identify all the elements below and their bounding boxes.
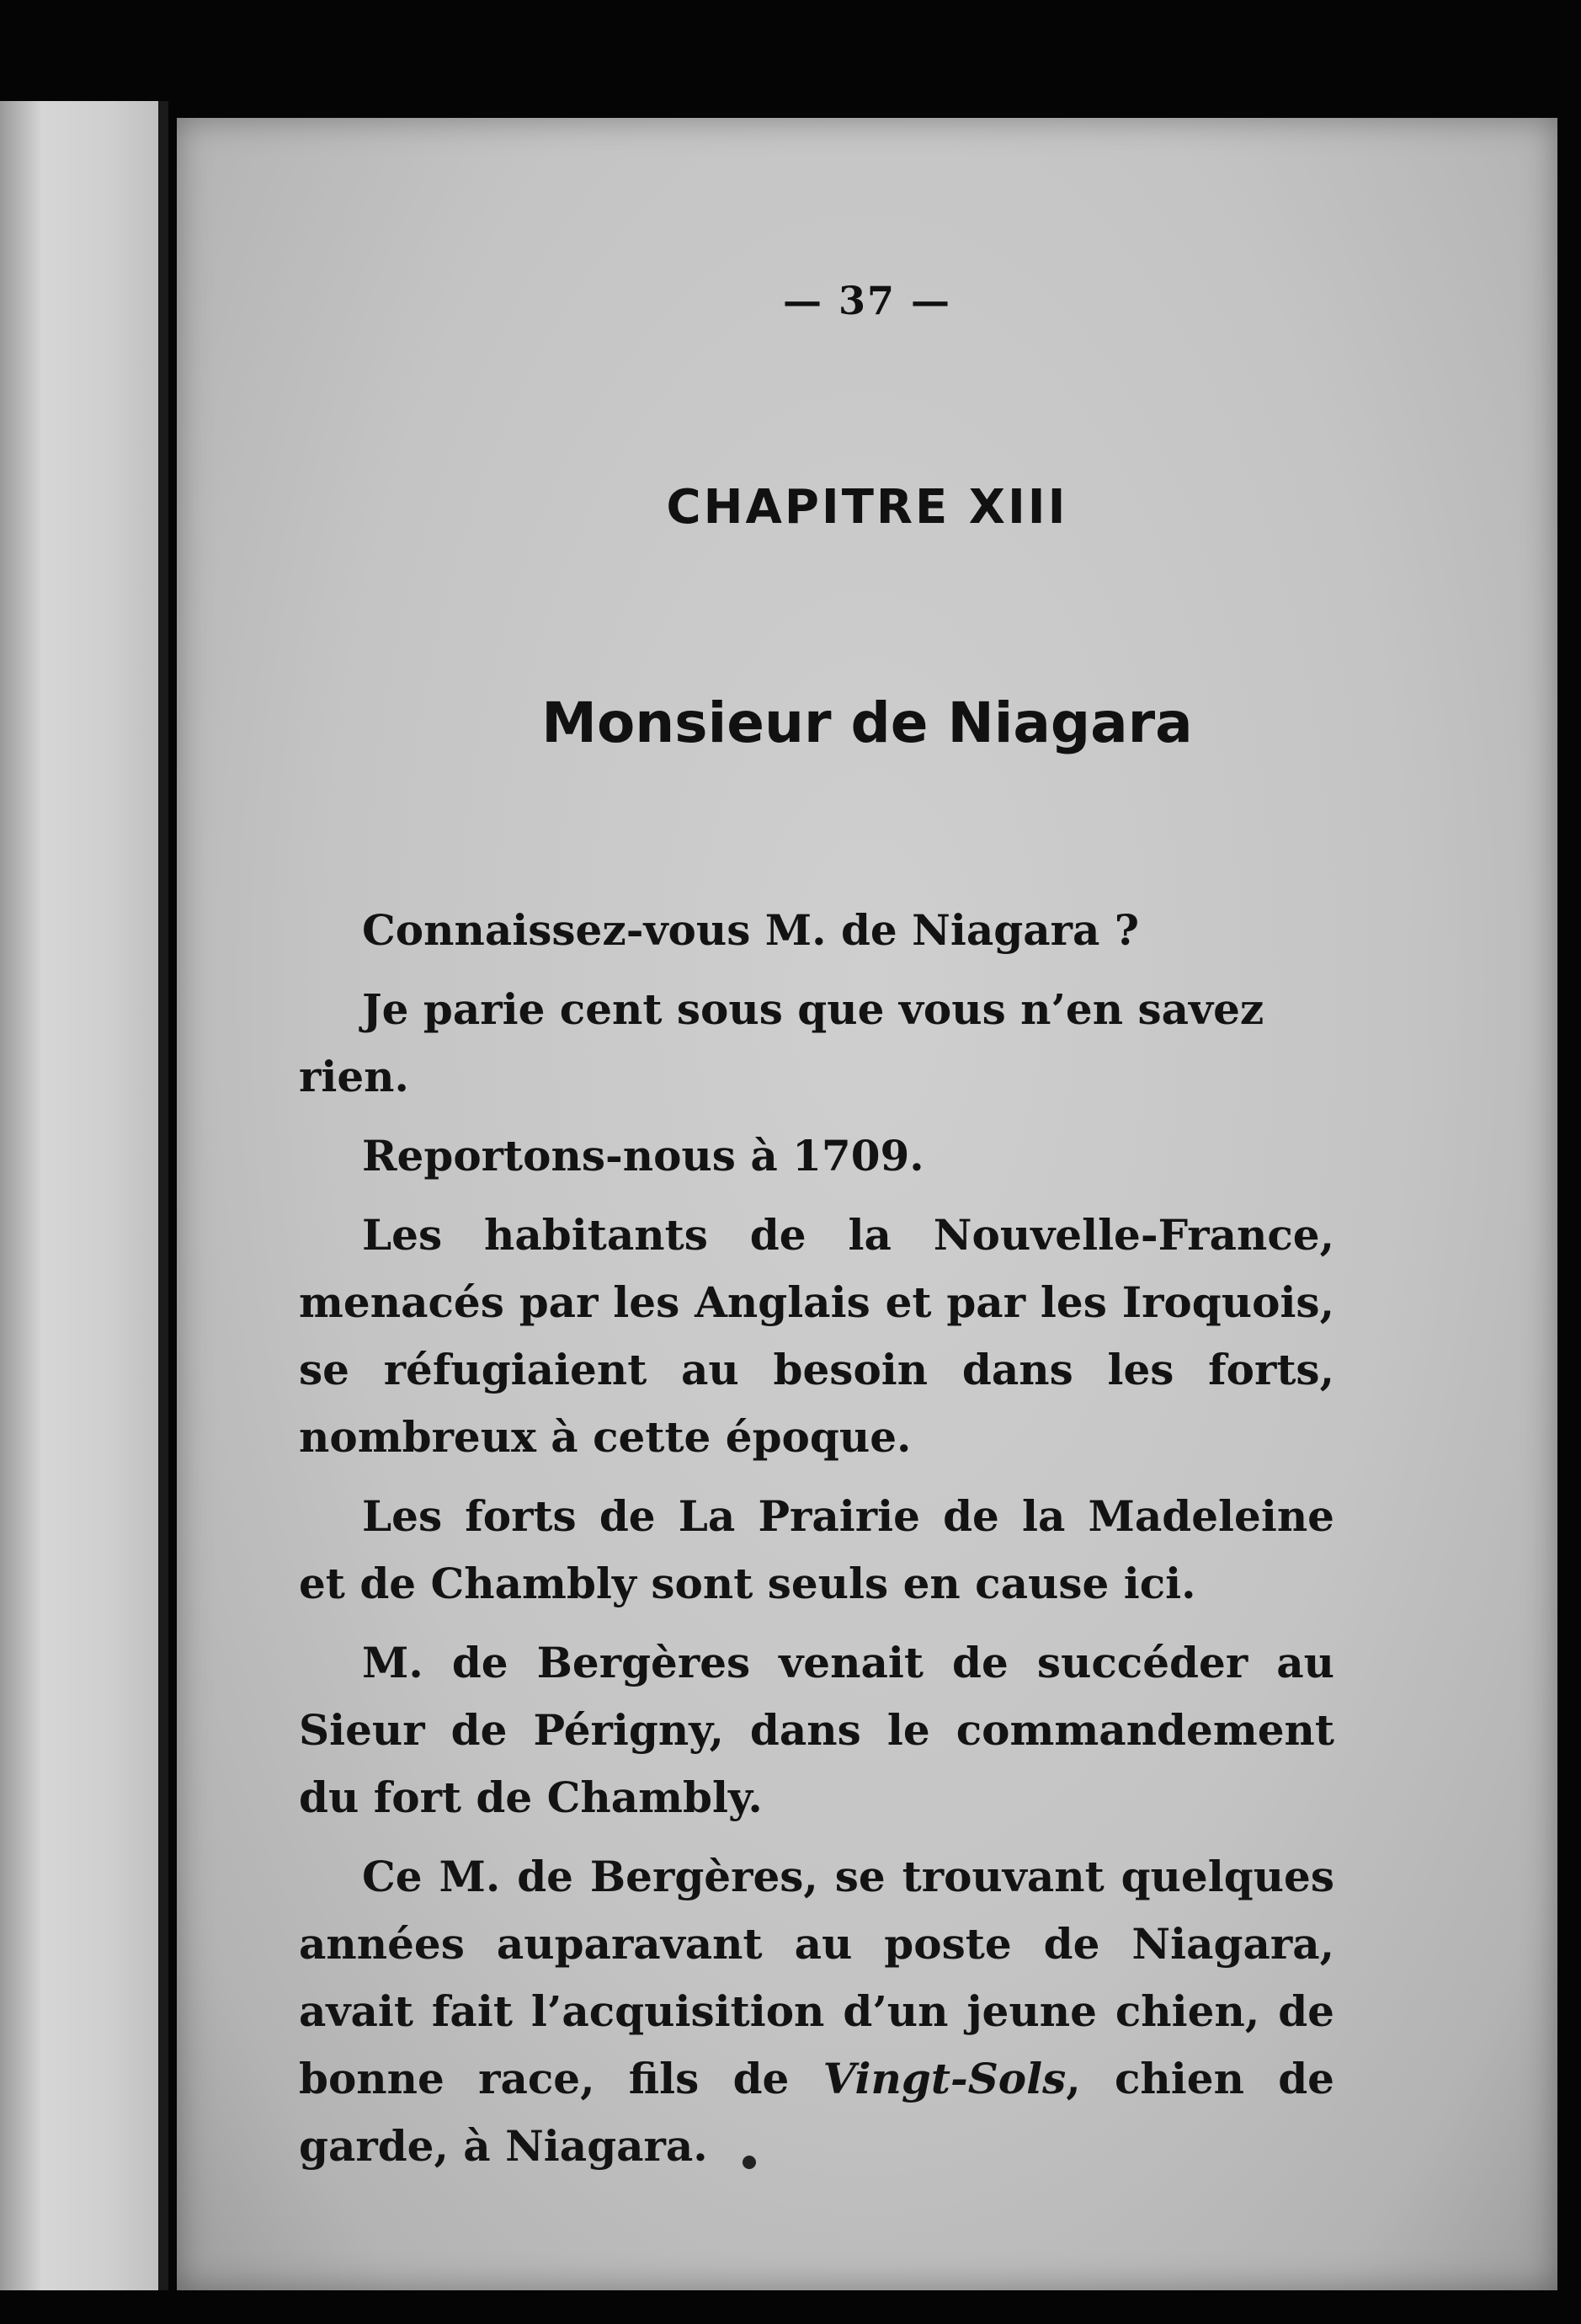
paragraph-text: Ce M. de Bergères, se trouvant quelques années auparavant au poste de Niagara, avait fait l’acquisition d’un jeune chien, de bonne race, fils de — [299, 1852, 1334, 2103]
paragraph-text: , chien de garde, à Niagara. — [299, 2054, 1334, 2171]
paragraph: Reportons-nous à 1709. — [362, 1131, 924, 1181]
body-text — [299, 897, 1334, 2192]
paragraph: Les forts de La Prairie de la Madeleine et de Chambly sont seuls en cause ici. — [299, 1491, 1334, 1608]
paragraph — [299, 1843, 1334, 2180]
page-number: — 37 — — [782, 278, 952, 323]
paragraph: Je parie cent sous que vous n’en savez rien. — [299, 984, 1264, 1101]
chapter-title: Monsieur de Niagara — [541, 690, 1193, 755]
paragraph: M. de Bergères venait de succéder au Sieur de Périgny, dans le commandement du fort de Chambly. — [299, 1638, 1334, 1822]
ink-dot — [743, 2156, 756, 2169]
chapter-heading: CHAPITRE XIII — [666, 480, 1068, 535]
dog-name: Vingt-Sols — [822, 2054, 1067, 2103]
previous-page-edge — [0, 101, 168, 2290]
page-gutter — [158, 101, 168, 2290]
paragraph: Connaissez-vous M. de Niagara ? — [362, 905, 1140, 955]
paragraph: Les habitants de la Nouvelle-France, menacés par les Anglais et par les Iroquois, se réfugiaient au besoin dans les forts, nombreux à cette époque. — [299, 1210, 1334, 1462]
book-page — [177, 118, 1557, 2290]
